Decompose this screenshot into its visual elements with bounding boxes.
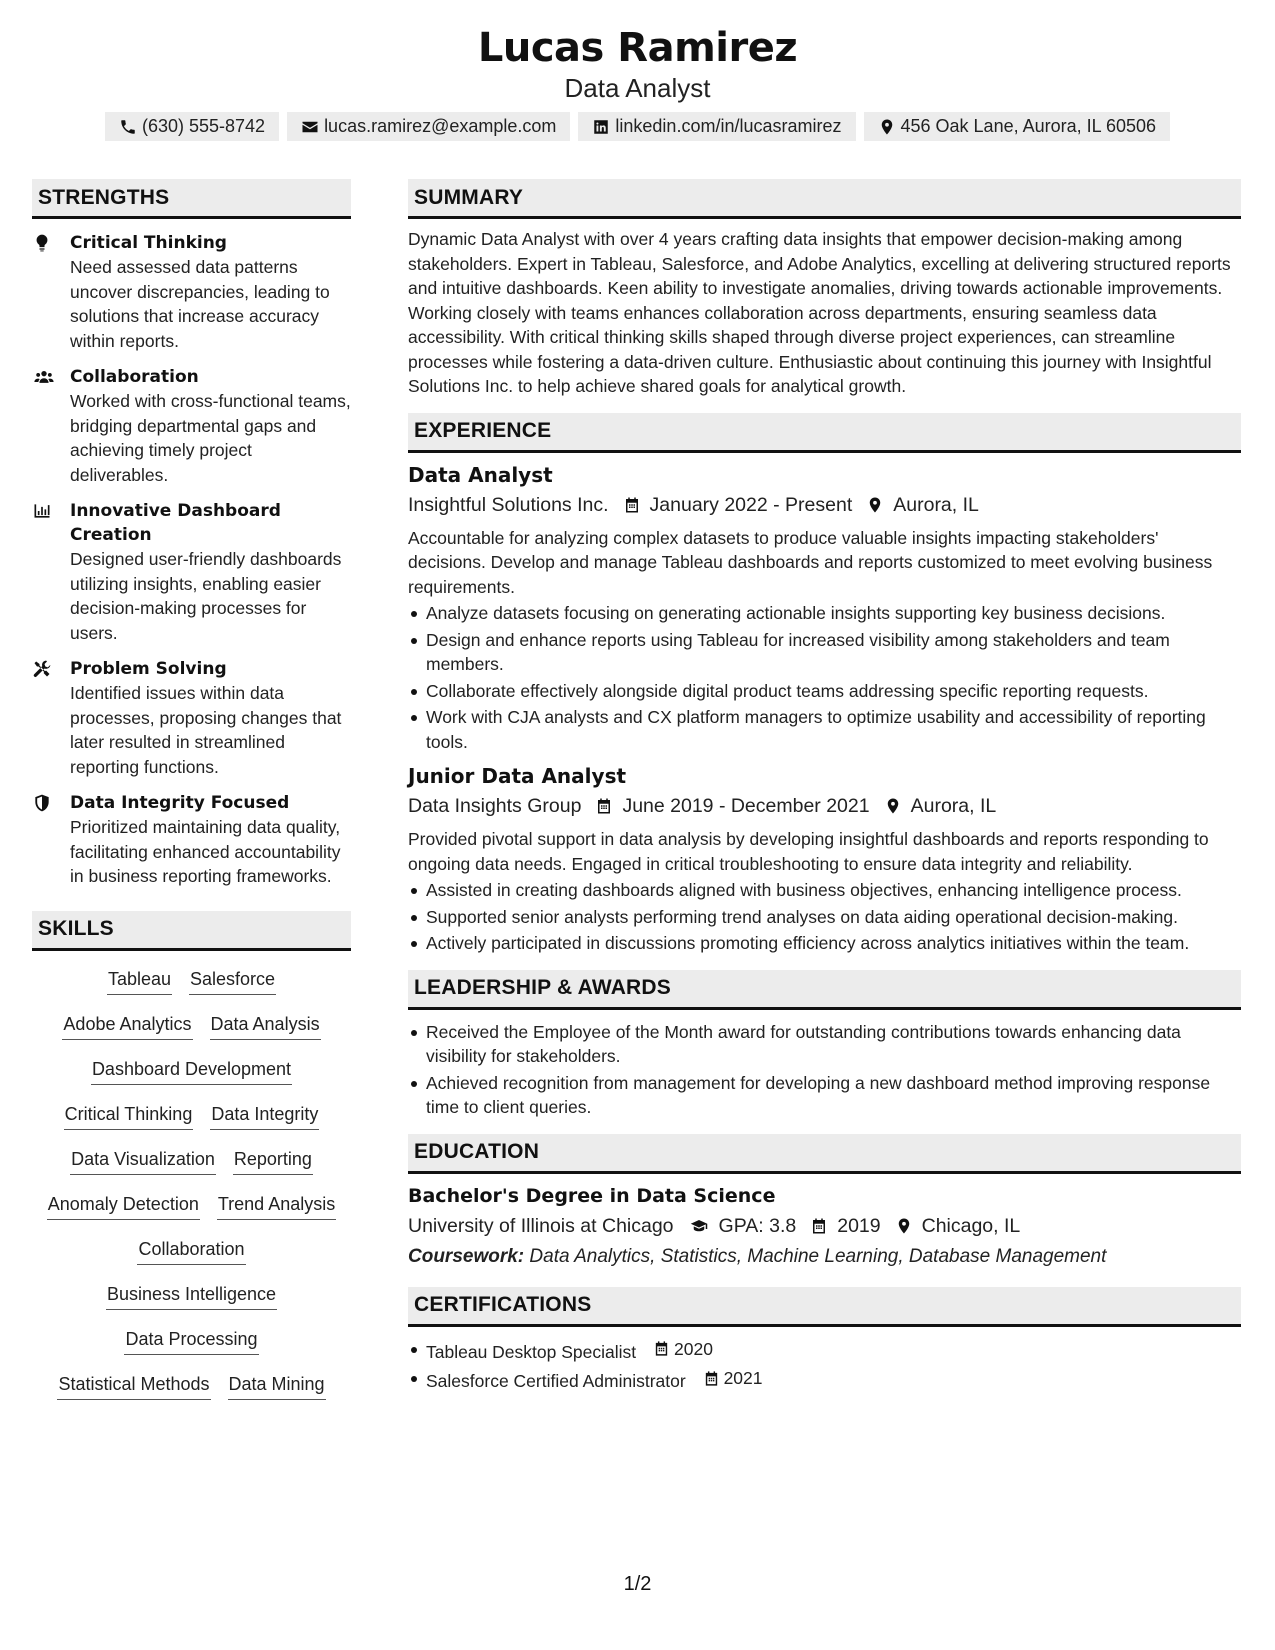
strength-desc: Worked with cross-functional teams, bridging departmental gaps and achieving timely project deliverables. bbox=[70, 391, 351, 485]
skill-tag: Adobe Analytics bbox=[62, 1010, 192, 1040]
contact-linkedin[interactable] bbox=[578, 112, 855, 141]
skill-tag: Critical Thinking bbox=[64, 1100, 194, 1130]
list-item: Actively participated in discussions promoting efficiency across analytics initiatives within the team. bbox=[408, 931, 1241, 956]
contact-address-text: 456 Oak Lane, Aurora, IL 60506 bbox=[900, 116, 1157, 136]
calendar-icon bbox=[623, 496, 641, 514]
strength-item bbox=[32, 499, 351, 645]
users-icon bbox=[32, 367, 56, 387]
job-meta bbox=[408, 490, 1241, 520]
skill-tag: Trend Analysis bbox=[217, 1190, 336, 1220]
strengths-heading: STRENGTHS bbox=[32, 179, 351, 219]
location-pin-icon bbox=[878, 118, 896, 136]
job-description: Accountable for analyzing complex datasets to produce valuable insights impacting stakeholders' decisions. Develop and manage Tableau dashboards and reports customized to meet evolving business requirements. bbox=[408, 527, 1213, 597]
skill-row bbox=[70, 1145, 313, 1190]
calendar-icon bbox=[703, 1370, 720, 1387]
job-dates: January 2022 - Present bbox=[649, 493, 853, 516]
skill-tag: Business Intelligence bbox=[106, 1280, 277, 1310]
certification-year: 2020 bbox=[674, 1338, 713, 1359]
skill-row bbox=[91, 1055, 292, 1100]
skill-row bbox=[62, 1010, 320, 1055]
skill-tag: Reporting bbox=[233, 1145, 313, 1175]
skill-tag: Dashboard Development bbox=[91, 1055, 292, 1085]
contact-bar bbox=[0, 112, 1275, 141]
skill-row bbox=[64, 1100, 320, 1145]
list-item: Assisted in creating dashboards aligned with business objectives, enhancing intelligence process. bbox=[408, 878, 1241, 903]
strength-item bbox=[32, 791, 351, 889]
skill-tag: Tableau bbox=[107, 965, 172, 995]
certification-year: 2021 bbox=[723, 1367, 763, 1388]
contact-email[interactable] bbox=[287, 112, 570, 141]
skill-row bbox=[124, 1325, 258, 1370]
calendar-icon bbox=[653, 1340, 670, 1357]
skill-row bbox=[107, 965, 276, 1010]
location-pin-icon bbox=[884, 797, 902, 815]
job-description: Provided pivotal support in data analysis by developing insightful dashboards and reports responding to ongoing data needs. Engaged in critical troubleshooting to ensure data integrity and reliability. bbox=[408, 829, 1209, 874]
phone-icon bbox=[119, 118, 137, 136]
skill-tag: Anomaly Detection bbox=[47, 1190, 200, 1220]
contact-email-text: lucas.ramirez@example.com bbox=[324, 116, 557, 136]
linkedin-icon bbox=[592, 118, 610, 136]
page-number: 1/2 bbox=[623, 1573, 652, 1595]
shield-icon bbox=[32, 793, 52, 813]
strength-title: Collaboration bbox=[70, 367, 199, 387]
education-heading: EDUCATION bbox=[408, 1134, 1241, 1174]
job-bullets bbox=[408, 601, 1241, 754]
job-location: Aurora, IL bbox=[893, 493, 979, 516]
contact-phone-text: (630) 555-8742 bbox=[141, 116, 266, 136]
strength-desc: Designed user-friendly dashboards utilizing insights, enabling easier decision-making processes for users. bbox=[70, 549, 342, 643]
skill-row bbox=[137, 1235, 245, 1280]
envelope-icon bbox=[301, 118, 319, 136]
job-title: Data Analyst bbox=[408, 462, 553, 487]
skill-row bbox=[47, 1190, 336, 1235]
right-column bbox=[408, 179, 1241, 1395]
skill-tag: Data Mining bbox=[228, 1370, 326, 1400]
list-item: Supported senior analysts performing trend analyses on data aiding operational decision-making. bbox=[408, 905, 1241, 930]
job-entry bbox=[408, 762, 1241, 956]
strength-title: Data Integrity Focused bbox=[70, 793, 290, 813]
list-item: Collaborate effectively alongside digital product teams addressing specific reporting requests. bbox=[408, 679, 1241, 704]
leadership-bullets bbox=[408, 1020, 1241, 1120]
skill-tag: Data Processing bbox=[124, 1325, 258, 1355]
contact-phone[interactable] bbox=[105, 112, 279, 141]
list-item: Received the Employee of the Month award for outstanding contributions towards enhancing data visibility for stakeholders. bbox=[408, 1020, 1241, 1069]
job-dates: June 2019 - December 2021 bbox=[622, 795, 870, 817]
strength-desc: Prioritized maintaining data quality, facilitating enhanced accountability in business reporting frameworks. bbox=[70, 817, 341, 886]
calendar-icon bbox=[595, 797, 613, 815]
list-item: Achieved recognition from management for developing a new dashboard method improving response time to client queries. bbox=[408, 1071, 1241, 1120]
certification-name: Tableau Desktop Specialist bbox=[426, 1341, 637, 1362]
education-coursework bbox=[408, 1243, 1241, 1271]
strength-item bbox=[32, 657, 351, 779]
list-item: Design and enhance reports using Tableau for increased visibility among stakeholders and team members. bbox=[408, 628, 1241, 677]
certifications-heading: CERTIFICATIONS bbox=[408, 1287, 1241, 1327]
skill-tag: Data Visualization bbox=[70, 1145, 216, 1175]
calendar-icon bbox=[810, 1217, 828, 1235]
coursework-text: Data Analytics, Statistics, Machine Learning, Database Management bbox=[529, 1245, 1107, 1267]
skill-tag: Data Analysis bbox=[210, 1010, 321, 1040]
list-item bbox=[408, 1337, 1241, 1364]
strength-title: Problem Solving bbox=[70, 659, 227, 679]
location-pin-icon bbox=[866, 496, 884, 514]
skills-list bbox=[32, 965, 351, 1415]
resume-header bbox=[0, 22, 1275, 104]
education-year: 2019 bbox=[837, 1214, 881, 1237]
candidate-role: Data Analyst bbox=[564, 73, 711, 103]
job-location: Aurora, IL bbox=[910, 795, 997, 817]
summary-text: Dynamic Data Analyst with over 4 years crafting data insights that empower decision-making among stakeholders. Expert in Tableau, Salesforce, and Adobe Analytics, excelling at delivering structured reports and intuitive dashboards. Keen ability to investigate anomalies, driving towards actionable improvements. Working closely with teams enhances collaboration across departments, ensuring seamless data accessibility. With critical thinking skills shaped through diverse project experiences, can streamline processes while fostering a data-driven culture. Enthusiastic about continuing this journey with Insightful Solutions Inc. to help achieve shared goals for analytical growth. bbox=[408, 229, 1231, 396]
certifications-list bbox=[408, 1337, 1241, 1394]
skill-tag: Collaboration bbox=[137, 1235, 245, 1265]
skill-tag: Statistical Methods bbox=[57, 1370, 210, 1400]
job-title: Junior Data Analyst bbox=[408, 764, 627, 788]
contact-address bbox=[864, 112, 1171, 141]
job-bullets bbox=[408, 878, 1241, 956]
leadership-heading: LEADERSHIP & AWARDS bbox=[408, 970, 1241, 1010]
education-school: University of Illinois at Chicago bbox=[408, 1214, 674, 1237]
job-company: Data Insights Group bbox=[408, 795, 582, 817]
strength-item bbox=[32, 231, 351, 353]
experience-heading: EXPERIENCE bbox=[408, 413, 1241, 453]
education-gpa: GPA: 3.8 bbox=[718, 1214, 797, 1237]
list-item bbox=[408, 1366, 1241, 1393]
strength-desc: Identified issues within data processes, proposing changes that later resulted in streamlined reporting functions. bbox=[70, 683, 342, 777]
skill-tag: Data Integrity bbox=[210, 1100, 319, 1130]
skill-row bbox=[106, 1280, 277, 1325]
candidate-name: Lucas Ramirez bbox=[477, 25, 798, 71]
strength-title: Innovative Dashboard Creation bbox=[70, 501, 281, 545]
certification-name: Salesforce Certified Administrator bbox=[426, 1370, 686, 1391]
strength-item bbox=[32, 365, 351, 487]
education-location: Chicago, IL bbox=[921, 1214, 1021, 1237]
list-item: Analyze datasets focusing on generating actionable insights supporting key business decisions. bbox=[408, 601, 1241, 626]
strength-desc: Need assessed data patterns uncover discrepancies, leading to solutions that increase accuracy within reports. bbox=[70, 257, 330, 351]
skills-heading: SKILLS bbox=[32, 911, 351, 951]
education-meta bbox=[408, 1211, 1241, 1241]
job-company: Insightful Solutions Inc. bbox=[408, 493, 609, 516]
bar-chart-icon bbox=[32, 501, 52, 521]
lightbulb-icon bbox=[32, 233, 52, 253]
education-degree: Bachelor's Degree in Data Science bbox=[408, 1184, 776, 1207]
skill-tag: Salesforce bbox=[189, 965, 276, 995]
skill-row bbox=[57, 1370, 325, 1415]
left-column bbox=[32, 179, 351, 1415]
location-pin-icon bbox=[895, 1217, 913, 1235]
job-entry bbox=[408, 461, 1241, 755]
list-item: Work with CJA analysts and CX platform managers to optimize usability and accessibility of reporting tools. bbox=[408, 705, 1241, 754]
graduation-cap-icon bbox=[688, 1217, 710, 1235]
job-meta bbox=[408, 791, 1241, 821]
coursework-label: Coursework: bbox=[408, 1245, 525, 1267]
strength-title: Critical Thinking bbox=[70, 233, 227, 253]
tools-icon bbox=[32, 659, 52, 679]
contact-linkedin-text: linkedin.com/in/lucasramirez bbox=[615, 116, 842, 136]
summary-heading: SUMMARY bbox=[408, 179, 1241, 219]
